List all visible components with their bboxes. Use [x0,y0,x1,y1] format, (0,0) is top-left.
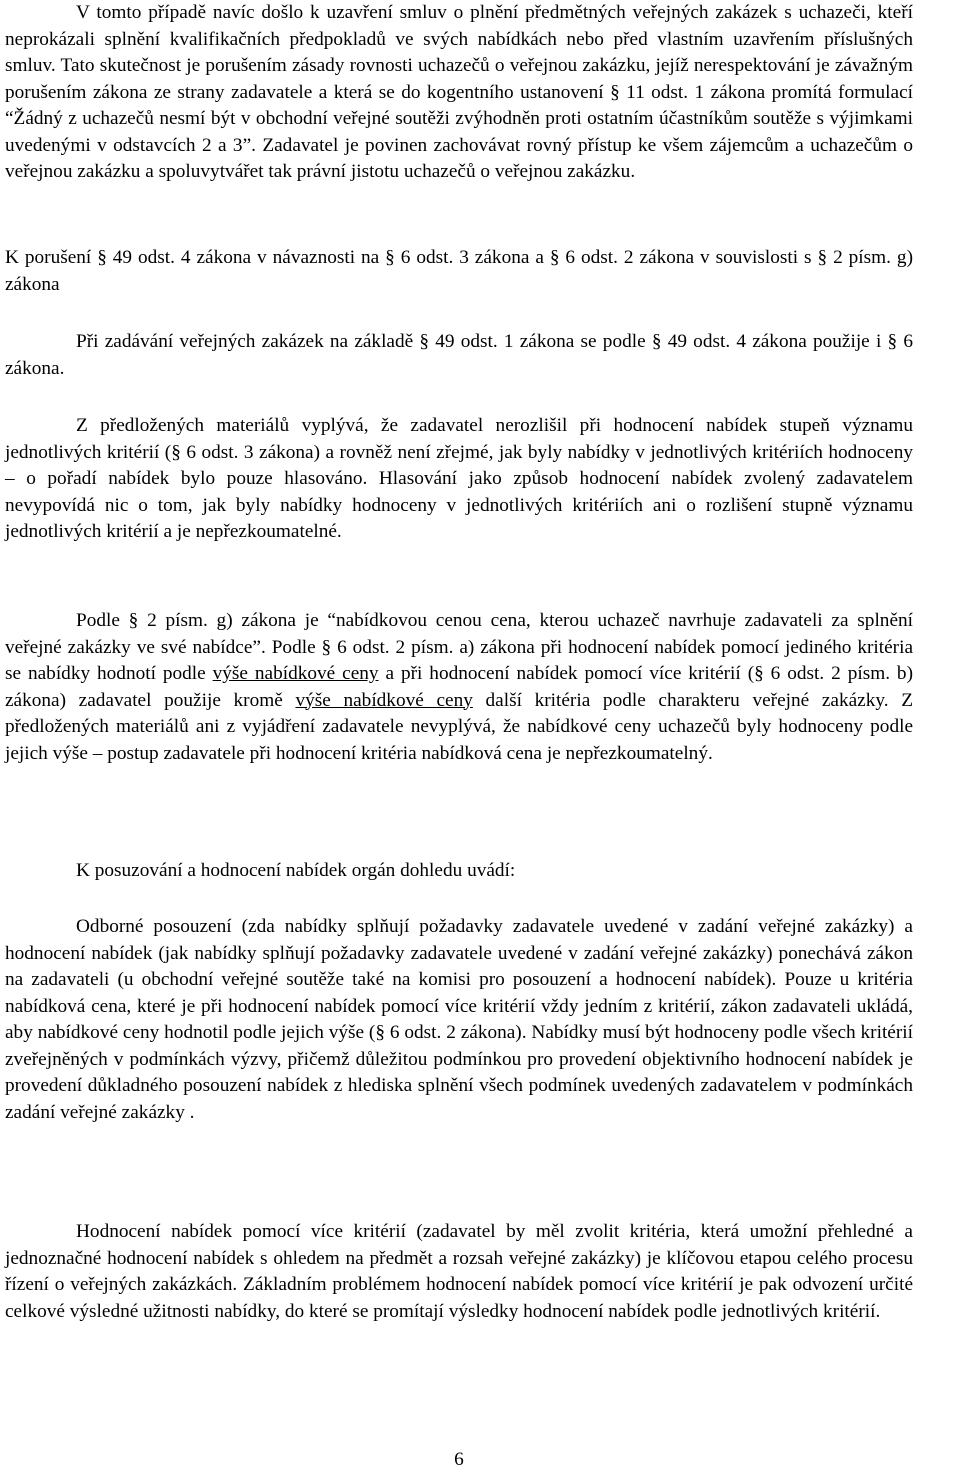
paragraph-bid-price [5,608,913,767]
paragraph-equal-treatment [5,0,913,186]
paragraph-applicability [5,329,913,382]
page-number: 6 [454,1449,464,1470]
paragraph-text-part: Podle § 2 písm. g) zákona je “nabídkovou cenou cena, kterou uchazeč navrhuje zadavateli za splnění veřejné zakázky ve své nabídce”. Podle § 6 odst. 2 písm. a) zákona při hodnocení nabídek pomocí jediného kritéria se nabídky hodnotí podle [5,610,913,684]
paragraph-text: Odborné posouzení (zda nabídky splňují požadavky zadavatele uvedené v zadání veřejné zakázky) a hodnocení nabídek (jak nabídky splňují požadavky zadavatele uvedené v zadání veřejné zakázky) ponechává zákon na zadavateli (u obchodní veřejné soutěže také na komisi pro posouzení a hodnocení nabídek). Pouze u kritéria nabídková cena, které je při hodnocení nabídek pomocí více kritérií vždy jedním z kritérií, zákon zadavateli ukládá, aby nabídkové ceny hodnotil podle jejich výše (§ 6 odst. 2 zákona). Nabídky musí být hodnoceny podle všech kritérií zveřejněných v podmínkách výzvy, přičemž důležitou podmínkou pro provedení objektivního hodnocení nabídek je provedení důkladného posouzení nabídek z hlediska splnění všech podmínek uvedených zadavatelem v podmínkách zadání veřejné zakázky . [5,916,913,1123]
paragraph-supervisory-intro [5,858,913,885]
paragraph-text: V tomto případě navíc došlo k uzavření smluv o plnění předmětných veřejných zakázek s uchazeči, kteří neprokázali splnění kvalifikačních předpokladů ve svých nabídkách nebo před vlastním uzavřením příslušných smluv. Tato skutečnost je porušením zásady rovnosti uchazečů o veřejnou zakázku, jejíž nerespektování je závažným porušením zákona ze strany zadavatele a která se do kogentního ustanovení § 11 odst. 1 zákona promítá formulací “Žádný z uchazečů nesmí být v obchodní veřejné soutěži zvýhodněn proti ostatním účastníkům soutěže s výjimkami uvedenými v odstavcích 2 a 3”. Zadavatel je povinen zachovávat rovný přístup ke všem zájemcům a uchazečům o veřejnou zakázku a spoluvytvářet tak právní jistotu uchazečů o veřejnou zakázku. [5,2,913,182]
section-heading-violation [5,245,913,298]
paragraph-text-part: další kritéria podle charakteru veřejné zakázky. Z předložených materiálů ani z vyjádření zadavatele nevyplývá, že nabídkové ceny uchazečů byly hodnoceny podle jejich výše – postup zadavatele při hodnocení kritéria nabídková cena je nepřezkoumatelný. [5,689,914,764]
paragraph-text-part: a při hodnocení nabídek pomocí více kritérií (§ 6 odst. 2 písm. b) zákona) zadavatel použije kromě [5,663,913,711]
underlined-phrase: výše nabídkové ceny [295,689,473,711]
paragraph-text: Při zadávání veřejných zakázek na základě § 49 odst. 1 zákona se podle § 49 odst. 4 zákona použije i § 6 zákona. [5,331,913,379]
paragraph-text: Z předložených materiálů vyplývá, že zadavatel nerozlišil při hodnocení nabídek stupeň významu jednotlivých kritérií (§ 6 odst. 3 zákona) a rovněž není zřejmé, jak byly nabídky v jednotlivých kritériích hodnoceny – o pořadí nabídek bylo pouze hlasováno. Hlasování jako způsob hodnocení nabídek zvolený zadavatelem nevypovídá nic o tom, jak byly nabídky hodnoceny v jednotlivých kritériích ani o rozlišení stupně významu jednotlivých kritérií a je nepřezkoumatelné. [5,415,913,542]
paragraph-text: K posuzování a hodnocení nabídek orgán dohledu uvádí: [76,860,516,881]
underlined-phrase: výše nabídkové ceny [212,663,379,684]
paragraph-evaluation-findings [5,413,913,546]
paragraph-expert-assessment [5,914,913,1126]
paragraph-multi-criteria [5,1219,913,1325]
heading-text: K porušení § 49 odst. 4 zákona v návaznosti na § 6 odst. 3 zákona a § 6 odst. 2 zákona v souvislosti s § 2 písm. g) zákona [5,247,913,295]
paragraph-text: Hodnocení nabídek pomocí více kritérií (zadavatel by měl zvolit kritéria, která umožní přehledné a jednoznačné hodnocení nabídek s ohledem na předmět a rozsah veřejné zakázky) je klíčovou etapou celého procesu řízení o veřejných zakázkách. Základním problémem hodnocení nabídek pomocí více kritérií je pak odvození určité celkové výsledné užitnosti nabídky, do které se promítají výsledky hodnocení nabídek podle jednotlivých kritérií. [5,1221,913,1322]
